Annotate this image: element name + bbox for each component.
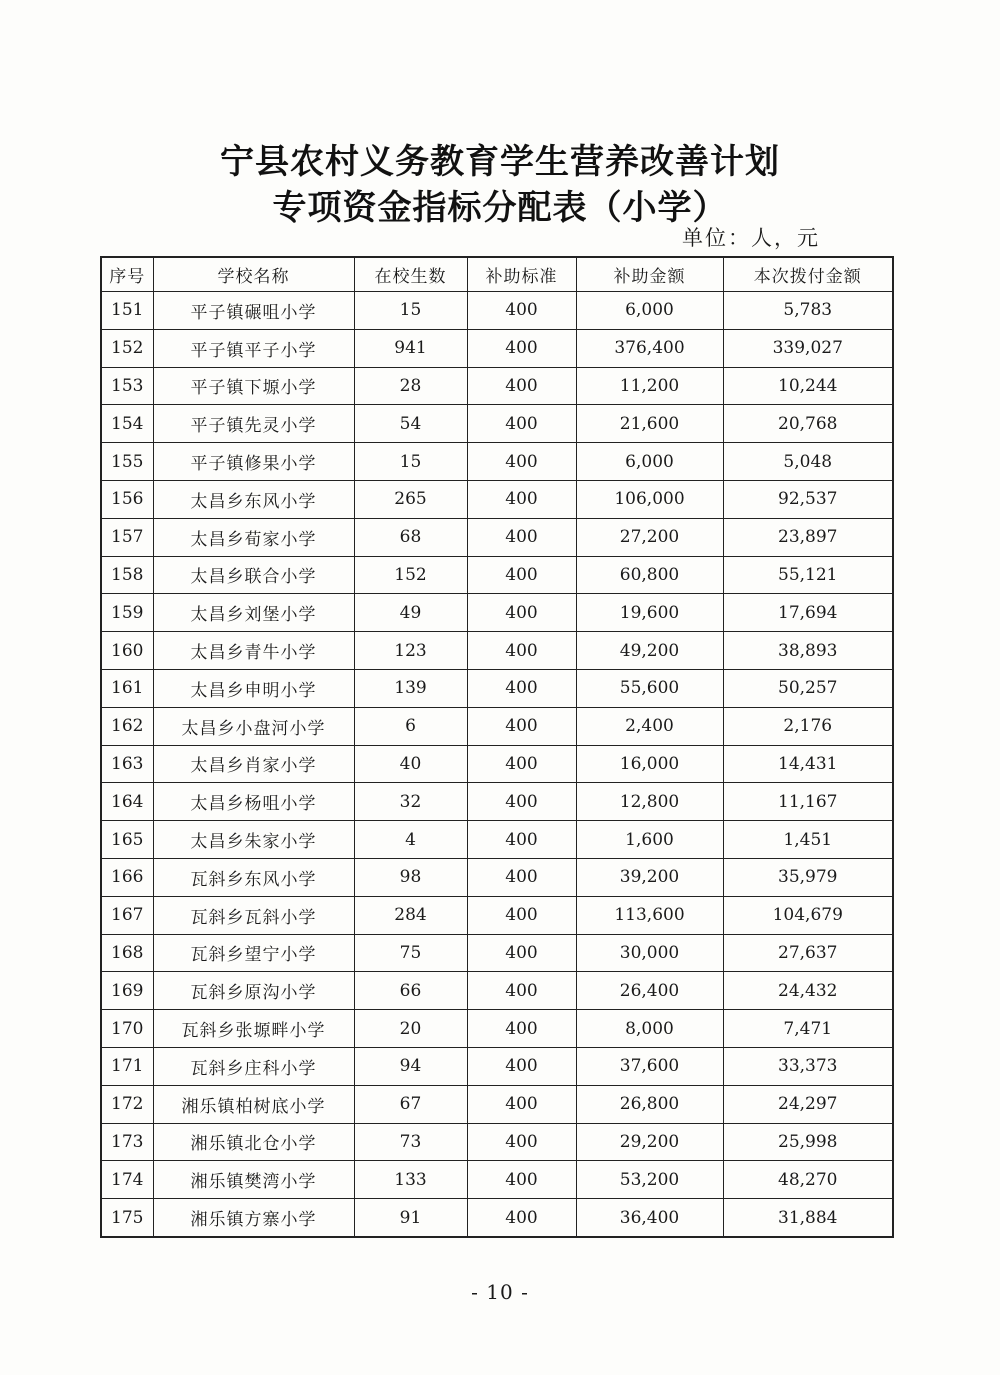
table-row [101,821,893,859]
cell-subsidy-standard: 400 [467,632,576,670]
table-row [101,405,893,443]
table-row [101,745,893,783]
cell-subsidy-standard: 400 [467,896,576,934]
cell-school-name: 平子镇修果小学 [153,443,354,481]
cell-subsidy-amount: 2,400 [576,707,723,745]
cell-subsidy-standard: 400 [467,934,576,972]
cell-subsidy-standard: 400 [467,329,576,367]
cell-enrollment: 6 [354,707,467,745]
cell-school-name: 瓦斜乡张塬畔小学 [153,1010,354,1048]
header-serial: 序号 [101,257,153,292]
cell-subsidy-standard: 400 [467,443,576,481]
cell-enrollment: 54 [354,405,467,443]
cell-subsidy-amount: 26,800 [576,1085,723,1123]
cell-serial: 163 [101,745,153,783]
cell-school-name: 太昌乡肖家小学 [153,745,354,783]
cell-subsidy-standard: 400 [467,405,576,443]
cell-enrollment: 49 [354,594,467,632]
cell-disbursed-amount: 339,027 [723,329,893,367]
cell-school-name: 湘乐镇樊湾小学 [153,1161,354,1199]
cell-enrollment: 20 [354,1010,467,1048]
cell-subsidy-amount: 29,200 [576,1123,723,1161]
table-row [101,292,893,330]
cell-disbursed-amount: 27,637 [723,934,893,972]
header-disbursed-amount: 本次拨付金额 [723,257,893,292]
cell-disbursed-amount: 1,451 [723,821,893,859]
cell-subsidy-amount: 16,000 [576,745,723,783]
table-row [101,972,893,1010]
cell-subsidy-standard: 400 [467,1010,576,1048]
cell-enrollment: 284 [354,896,467,934]
cell-subsidy-standard: 400 [467,707,576,745]
cell-school-name: 湘乐镇方寨小学 [153,1199,354,1237]
cell-enrollment: 28 [354,367,467,405]
cell-enrollment: 91 [354,1199,467,1237]
cell-enrollment: 152 [354,556,467,594]
table-row [101,329,893,367]
table-row [101,1161,893,1199]
cell-serial: 169 [101,972,153,1010]
cell-disbursed-amount: 5,783 [723,292,893,330]
table-row [101,632,893,670]
cell-subsidy-amount: 53,200 [576,1161,723,1199]
cell-subsidy-amount: 49,200 [576,632,723,670]
cell-subsidy-amount: 113,600 [576,896,723,934]
cell-enrollment: 94 [354,1047,467,1085]
cell-disbursed-amount: 11,167 [723,783,893,821]
cell-serial: 168 [101,934,153,972]
cell-subsidy-standard: 400 [467,669,576,707]
cell-disbursed-amount: 10,244 [723,367,893,405]
cell-school-name: 太昌乡东风小学 [153,480,354,518]
header-subsidy-standard: 补助标准 [467,257,576,292]
cell-serial: 165 [101,821,153,859]
cell-disbursed-amount: 92,537 [723,480,893,518]
cell-enrollment: 32 [354,783,467,821]
cell-subsidy-amount: 26,400 [576,972,723,1010]
cell-subsidy-standard: 400 [467,594,576,632]
table-row [101,1010,893,1048]
cell-serial: 153 [101,367,153,405]
cell-subsidy-standard: 400 [467,1085,576,1123]
cell-serial: 154 [101,405,153,443]
cell-subsidy-standard: 400 [467,556,576,594]
table-row [101,783,893,821]
unit-label: 单位：人，元 [682,226,820,250]
cell-serial: 155 [101,443,153,481]
cell-school-name: 太昌乡荀家小学 [153,518,354,556]
cell-serial: 166 [101,858,153,896]
cell-subsidy-amount: 1,600 [576,821,723,859]
cell-disbursed-amount: 55,121 [723,556,893,594]
cell-school-name: 太昌乡刘堡小学 [153,594,354,632]
cell-enrollment: 68 [354,518,467,556]
cell-subsidy-standard: 400 [467,1047,576,1085]
cell-enrollment: 67 [354,1085,467,1123]
cell-school-name: 太昌乡杨咀小学 [153,783,354,821]
cell-enrollment: 133 [354,1161,467,1199]
table-row [101,480,893,518]
cell-subsidy-standard: 400 [467,292,576,330]
table-row [101,556,893,594]
cell-enrollment: 40 [354,745,467,783]
cell-enrollment: 73 [354,1123,467,1161]
cell-serial: 160 [101,632,153,670]
cell-school-name: 太昌乡朱家小学 [153,821,354,859]
cell-disbursed-amount: 24,297 [723,1085,893,1123]
document-title-line1: 宁县农村义务教育学生营养改善计划 [220,142,780,182]
cell-subsidy-amount: 12,800 [576,783,723,821]
cell-subsidy-standard: 400 [467,858,576,896]
cell-subsidy-amount: 30,000 [576,934,723,972]
table-body [101,292,893,1237]
cell-enrollment: 139 [354,669,467,707]
cell-subsidy-amount: 11,200 [576,367,723,405]
cell-school-name: 平子镇平子小学 [153,329,354,367]
cell-serial: 171 [101,1047,153,1085]
cell-school-name: 瓦斜乡庄科小学 [153,1047,354,1085]
cell-subsidy-standard: 400 [467,480,576,518]
table-row [101,367,893,405]
cell-disbursed-amount: 24,432 [723,972,893,1010]
cell-serial: 173 [101,1123,153,1161]
cell-subsidy-amount: 21,600 [576,405,723,443]
cell-serial: 164 [101,783,153,821]
cell-serial: 175 [101,1199,153,1237]
cell-serial: 170 [101,1010,153,1048]
table-row [101,594,893,632]
cell-serial: 157 [101,518,153,556]
table-row [101,707,893,745]
cell-subsidy-amount: 37,600 [576,1047,723,1085]
cell-school-name: 太昌乡小盘河小学 [153,707,354,745]
cell-school-name: 瓦斜乡原沟小学 [153,972,354,1010]
cell-disbursed-amount: 35,979 [723,858,893,896]
cell-subsidy-amount: 106,000 [576,480,723,518]
cell-disbursed-amount: 20,768 [723,405,893,443]
cell-disbursed-amount: 2,176 [723,707,893,745]
cell-enrollment: 66 [354,972,467,1010]
header-school-name: 学校名称 [153,257,354,292]
cell-subsidy-standard: 400 [467,367,576,405]
cell-school-name: 湘乐镇北仓小学 [153,1123,354,1161]
cell-disbursed-amount: 31,884 [723,1199,893,1237]
cell-enrollment: 15 [354,443,467,481]
page-number: - 10 - [471,1280,529,1304]
cell-school-name: 瓦斜乡瓦斜小学 [153,896,354,934]
cell-disbursed-amount: 5,048 [723,443,893,481]
cell-enrollment: 98 [354,858,467,896]
cell-school-name: 瓦斜乡东风小学 [153,858,354,896]
cell-enrollment: 265 [354,480,467,518]
cell-subsidy-standard: 400 [467,783,576,821]
header-subsidy-amount: 补助金额 [576,257,723,292]
table-row [101,896,893,934]
cell-subsidy-standard: 400 [467,972,576,1010]
cell-disbursed-amount: 50,257 [723,669,893,707]
cell-school-name: 太昌乡青牛小学 [153,632,354,670]
table-row [101,1047,893,1085]
cell-school-name: 太昌乡联合小学 [153,556,354,594]
cell-subsidy-amount: 60,800 [576,556,723,594]
cell-subsidy-amount: 19,600 [576,594,723,632]
cell-school-name: 瓦斜乡望宁小学 [153,934,354,972]
cell-serial: 161 [101,669,153,707]
cell-school-name: 平子镇先灵小学 [153,405,354,443]
cell-disbursed-amount: 104,679 [723,896,893,934]
cell-serial: 156 [101,480,153,518]
cell-subsidy-amount: 6,000 [576,443,723,481]
cell-school-name: 平子镇碾咀小学 [153,292,354,330]
cell-school-name: 平子镇下塬小学 [153,367,354,405]
cell-school-name: 湘乐镇柏树底小学 [153,1085,354,1123]
cell-subsidy-standard: 400 [467,821,576,859]
cell-enrollment: 4 [354,821,467,859]
cell-enrollment: 15 [354,292,467,330]
table-row [101,518,893,556]
cell-enrollment: 941 [354,329,467,367]
cell-subsidy-amount: 27,200 [576,518,723,556]
cell-subsidy-amount: 376,400 [576,329,723,367]
table-row [101,669,893,707]
cell-serial: 162 [101,707,153,745]
cell-subsidy-amount: 36,400 [576,1199,723,1237]
cell-serial: 174 [101,1161,153,1199]
table-row [101,934,893,972]
table-row [101,1199,893,1237]
table-row [101,858,893,896]
cell-serial: 151 [101,292,153,330]
cell-subsidy-standard: 400 [467,1199,576,1237]
cell-serial: 172 [101,1085,153,1123]
cell-subsidy-amount: 55,600 [576,669,723,707]
table-header-row [101,257,893,292]
cell-disbursed-amount: 17,694 [723,594,893,632]
cell-subsidy-amount: 39,200 [576,858,723,896]
cell-subsidy-standard: 400 [467,745,576,783]
cell-disbursed-amount: 33,373 [723,1047,893,1085]
cell-school-name: 太昌乡申明小学 [153,669,354,707]
cell-serial: 152 [101,329,153,367]
cell-disbursed-amount: 14,431 [723,745,893,783]
cell-enrollment: 75 [354,934,467,972]
cell-disbursed-amount: 25,998 [723,1123,893,1161]
allocation-table [100,256,894,1238]
header-enrollment: 在校生数 [354,257,467,292]
cell-serial: 158 [101,556,153,594]
cell-subsidy-standard: 400 [467,1123,576,1161]
document-title-line2: 专项资金指标分配表（小学） [272,188,728,228]
cell-subsidy-standard: 400 [467,1161,576,1199]
cell-subsidy-amount: 8,000 [576,1010,723,1048]
table-row [101,1085,893,1123]
cell-disbursed-amount: 38,893 [723,632,893,670]
cell-disbursed-amount: 48,270 [723,1161,893,1199]
table-row [101,1123,893,1161]
cell-subsidy-amount: 6,000 [576,292,723,330]
cell-serial: 167 [101,896,153,934]
table-row [101,443,893,481]
cell-serial: 159 [101,594,153,632]
cell-disbursed-amount: 23,897 [723,518,893,556]
cell-disbursed-amount: 7,471 [723,1010,893,1048]
cell-subsidy-standard: 400 [467,518,576,556]
cell-enrollment: 123 [354,632,467,670]
